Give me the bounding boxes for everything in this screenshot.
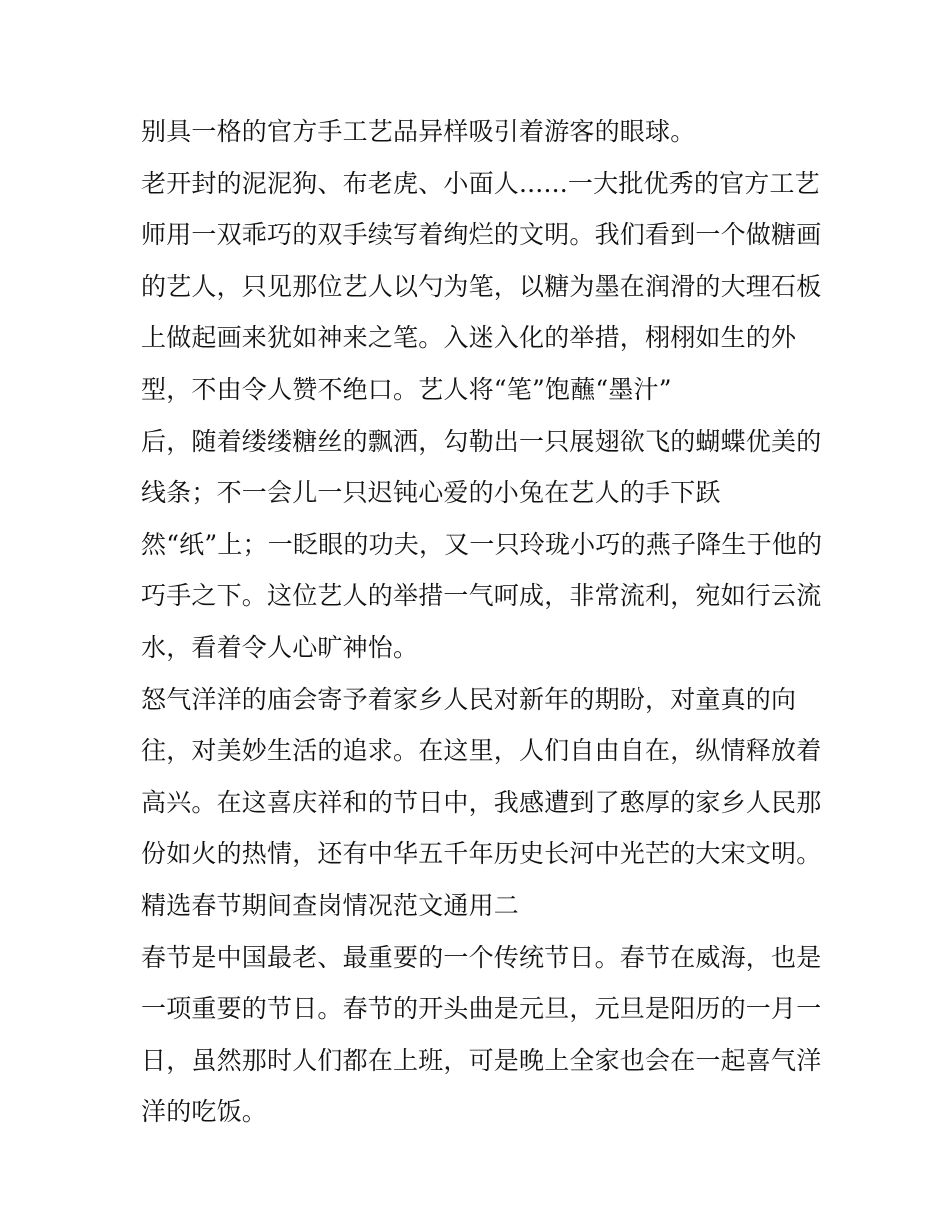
text-line: 高兴。在这喜庆祥和的节日中，我感遭到了憨厚的家乡人民那 bbox=[141, 787, 822, 817]
text-line: 上做起画来犹如神来之笔。入迷入化的举措，栩栩如生的外 bbox=[141, 323, 797, 353]
text-line: 洋的吃饭。 bbox=[141, 1097, 268, 1127]
text-line: 水，看着令人心旷神怡。 bbox=[141, 632, 419, 662]
text-line: 师用一双乖巧的双手续写着绚烂的文明。我们看到一个做糖画 bbox=[141, 220, 822, 250]
text-line: 型，不由令人赞不绝口。艺人将“笔”饱蘸“墨汁” bbox=[141, 374, 672, 404]
text-line: 春节是中国最老、最重要的一个传统节日。春节在威海，也是 bbox=[141, 942, 822, 972]
text-line: 日，虽然那时人们都在上班，可是晚上全家也会在一起喜气洋 bbox=[141, 1045, 822, 1075]
section-heading: 精选春节期间查岗情况范文通用二 bbox=[141, 890, 520, 920]
text-line: 巧手之下。这位艺人的举措一气呵成，非常流利，宛如行云流 bbox=[141, 581, 822, 611]
text-line: 的艺人，只见那位艺人以勺为笔，以糖为墨在润滑的大理石板 bbox=[141, 271, 822, 301]
text-line: 别具一格的官方手工艺品异样吸引着游客的眼球。 bbox=[141, 117, 696, 146]
text-line: 老开封的泥泥狗、布老虎、小面人......一大批优秀的官方工艺 bbox=[141, 168, 820, 198]
text-line: 线条；不一会儿一只迟钝心爱的小兔在艺人的手下跃 bbox=[141, 478, 721, 508]
text-line: 然“纸”上；一眨眼的功夫，又一只玲珑小巧的燕子降生于他的 bbox=[141, 529, 823, 559]
text-line: 怒气洋洋的庙会寄予着家乡人民对新年的期盼，对童真的向 bbox=[141, 684, 797, 714]
text-line: 一项重要的节日。春节的开头曲是元旦，元旦是阳历的一月一 bbox=[141, 994, 822, 1024]
text-line: 份如火的热情，还有中华五千年历史长河中光芒的大宋文明。 bbox=[141, 839, 822, 869]
text-line: 往，对美妙生活的追求。在这里，人们自由自在，纵情释放着 bbox=[141, 736, 822, 766]
text-line: 后，随着缕缕糖丝的飘洒，勾勒出一只展翅欲飞的蝴蝶优美的 bbox=[141, 426, 822, 456]
body-text bbox=[141, 106, 821, 1138]
